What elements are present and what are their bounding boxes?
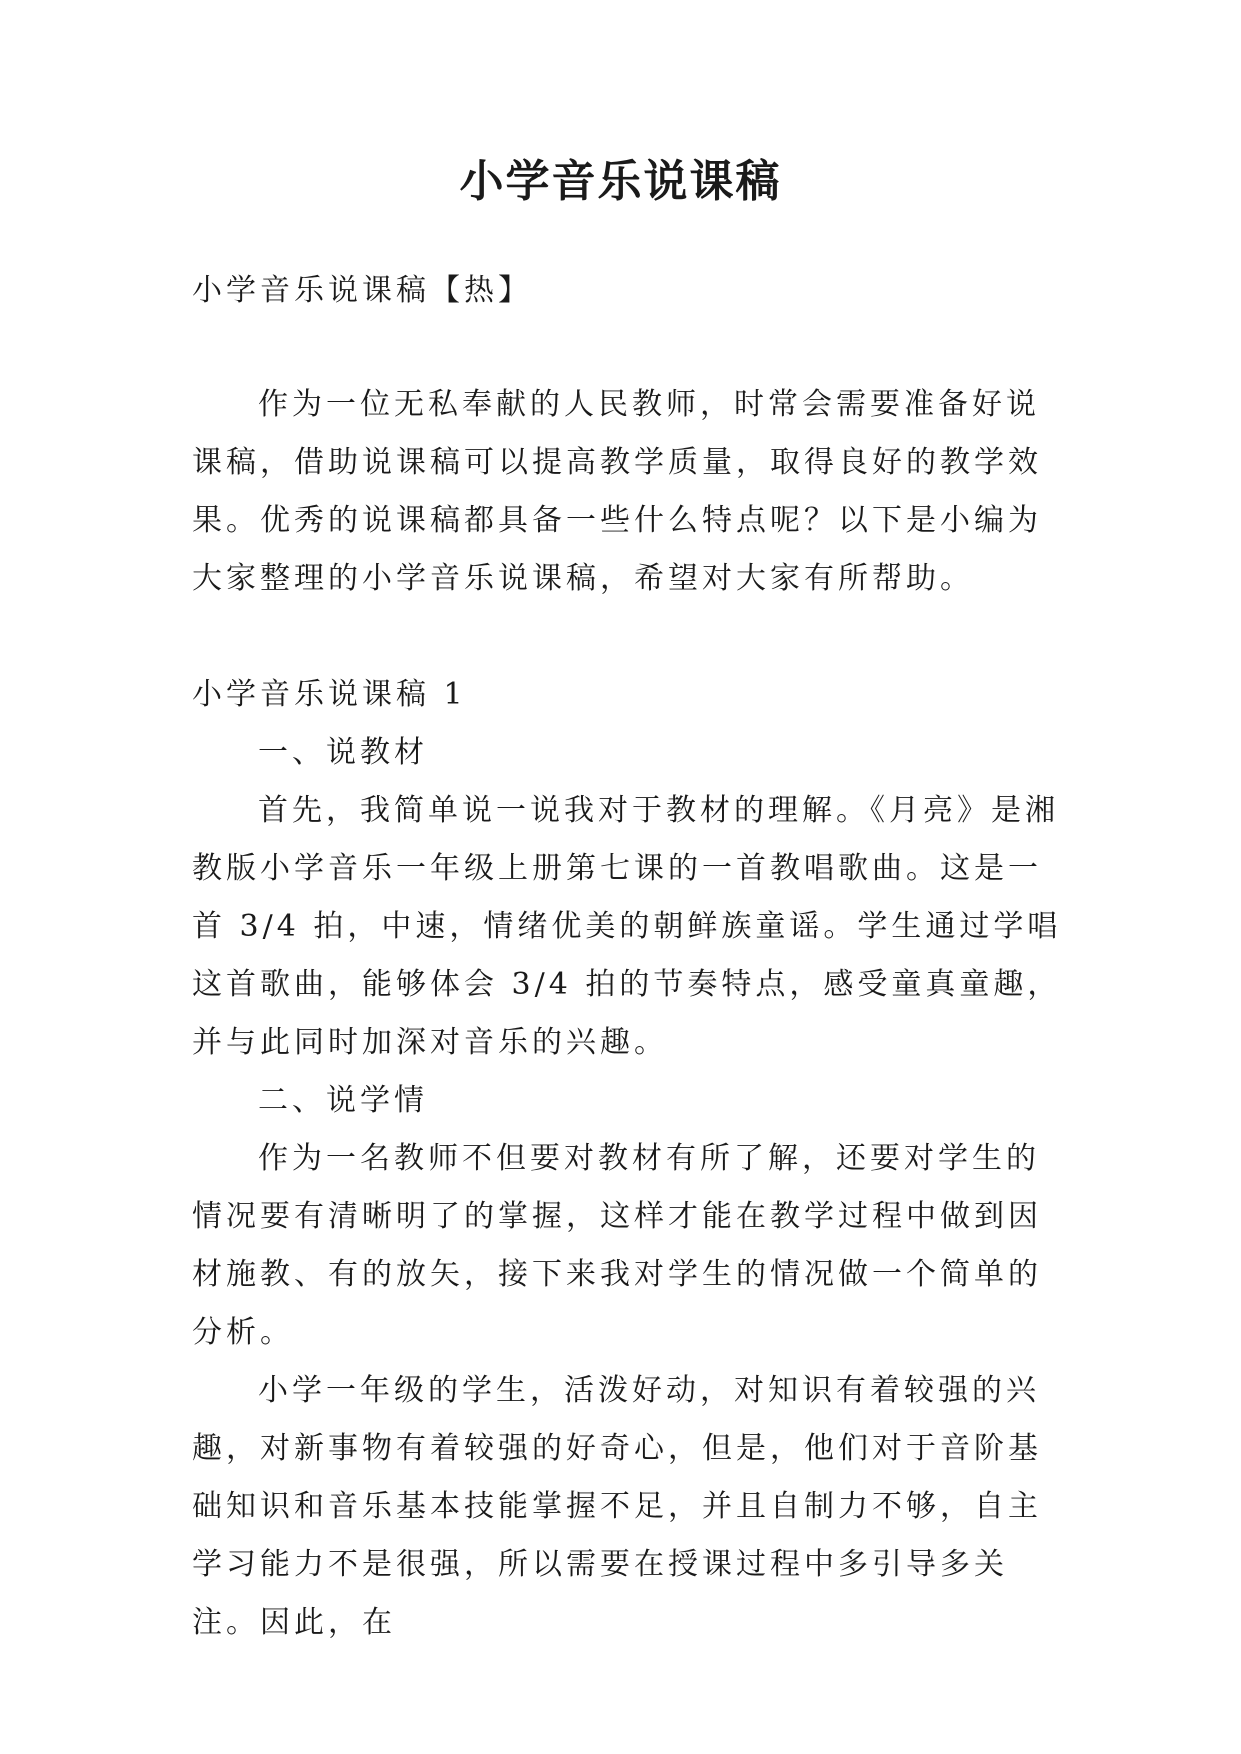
paragraph-students-1: 作为一名教师不但要对教材有所了解，还要对学生的情况要有清晰明了的掌握，这样才能在教学过程中做到因材施教、有的放矢，接下来我对学生的情况做一个简单的分析。	[192, 1141, 1042, 1350]
document-body	[192, 262, 1072, 1652]
heading-textbook: 一、说教材	[258, 735, 428, 770]
paragraph-students-2: 小学一年级的学生，活泼好动，对知识有着较强的兴趣，对新事物有着较强的好奇心，但是，他们对于音阶基础知识和音乐基本技能掌握不足，并且自制力不够，自主学习能力不是很强，所以需要在授课过程中多引导多关注。因此，在	[192, 1373, 1042, 1640]
section-title: 小学音乐说课稿 1	[192, 677, 467, 712]
intro-paragraph: 作为一位无私奉献的人民教师，时常会需要准备好说课稿，借助说课稿可以提高教学质量，取得良好的教学效果。优秀的说课稿都具备一些什么特点呢？以下是小编为大家整理的小学音乐说课稿，希望对大家有所帮助。	[192, 387, 1042, 596]
document-subtitle: 小学音乐说课稿【热】	[192, 273, 532, 308]
paragraph-textbook: 首先，我简单说一说我对于教材的理解。《月亮》是湘教版小学音乐一年级上册第七课的一首教唱歌曲。这是一首 3/4 拍，中速，情绪优美的朝鲜族童谣。学生通过学唱这首歌曲，能够体会 3/4 拍的节奏特点，感受童真童趣，并与此同时加深对音乐的兴趣。	[192, 793, 1062, 1060]
page-title: 小学音乐说课稿	[459, 156, 782, 207]
heading-students: 二、说学情	[258, 1083, 428, 1118]
